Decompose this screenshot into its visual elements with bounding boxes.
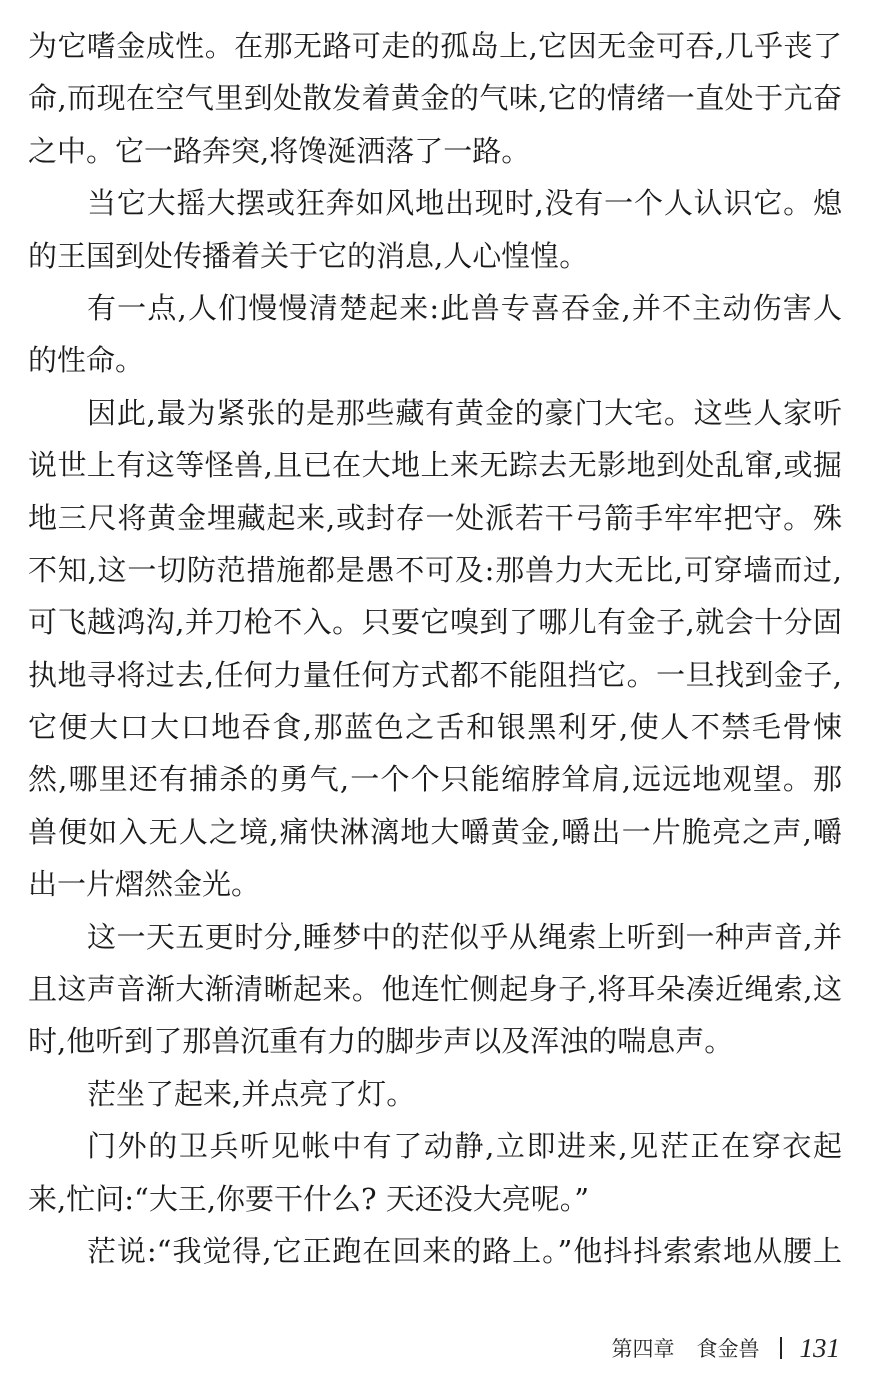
page-footer [612,1328,841,1368]
chapter-label: 第四章 [611,1337,675,1361]
text-line: 说世上有这等怪兽,且已在大地上来无踪去无影地到处乱窜,或掘 [28,448,842,483]
text-line: 门外的卫兵听见帐中有了动静,立即进来,见茫正在穿衣起 [87,1129,842,1164]
body-text [28,20,842,1277]
chapter-title: 食金兽 [696,1337,760,1361]
text-line: 可飞越鸿沟,并刀枪不入。只要它嗅到了哪儿有金子,就会十分固 [28,605,842,640]
paragraph [28,177,842,282]
paragraph [28,1120,842,1225]
text-line: 有一点,人们慢慢清楚起来:此兽专喜吞金,并不主动伤害人 [87,290,842,325]
text-line: 它便大口大口地吞食,那蓝色之舌和银黑利牙,使人不禁毛骨悚 [28,710,842,745]
text-line: 地三尺将黄金埋藏起来,或封存一处派若干弓箭手牢牢把守。殊 [28,500,842,535]
paragraph [28,20,842,177]
text-line: 茫坐了起来,并点亮了灯。 [87,1076,416,1111]
paragraph [28,1225,842,1277]
text-line: 的王国到处传播着关于它的消息,人心惶惶。 [28,238,589,273]
text-line: 时,他听到了那兽沉重有力的脚步声以及浑浊的喘息声。 [28,1024,734,1059]
text-line: 兽便如入无人之境,痛快淋漓地大嚼黄金,嚼出一片脆亮之声,嚼 [28,814,842,849]
footer-divider [780,1337,782,1359]
text-line: 为它嗜金成性。在那无路可走的孤岛上,它因无金可吞,几乎丧了 [28,29,842,63]
text-line: 出一片熠然金光。 [28,867,261,902]
text-line: 的性命。 [28,343,145,378]
text-line: 茫说:“我觉得,它正跑在回来的路上。”他抖抖索索地从腰上 [87,1233,842,1268]
text-line: 因此,最为紧张的是那些藏有黄金的豪门大宅。这些人家听 [87,395,842,430]
text-line: 之中。它一路奔突,将馋涎洒落了一路。 [28,133,531,168]
paragraph [28,1068,842,1120]
paragraph [28,282,842,387]
text-line: 当它大摇大摆或狂奔如风地出现时,没有一个人认识它。熄 [87,186,842,221]
paragraph [28,911,842,1068]
text-line: 来,忙问:“大王,你要干什么? 天还没大亮呢。” [28,1181,590,1216]
page-number: 131 [799,1332,840,1363]
text-line: 这一天五更时分,睡梦中的茫似乎从绳索上听到一种声音,并 [87,919,842,954]
paragraph [28,387,842,911]
text-line: 然,哪里还有捕杀的勇气,一个个只能缩脖耸肩,远远地观望。那 [28,762,842,797]
text-line: 执地寻将过去,任何力量任何方式都不能阻挡它。一旦找到金子, [28,657,842,692]
text-line: 且这声音渐大渐清晰起来。他连忙侧起身子,将耳朵凑近绳索,这 [28,972,842,1007]
text-line: 命,而现在空气里到处散发着黄金的气味,它的情绪一直处于亢奋 [28,81,842,116]
text-line: 不知,这一切防范措施都是愚不可及:那兽力大无比,可穿墙而过, [28,552,842,587]
